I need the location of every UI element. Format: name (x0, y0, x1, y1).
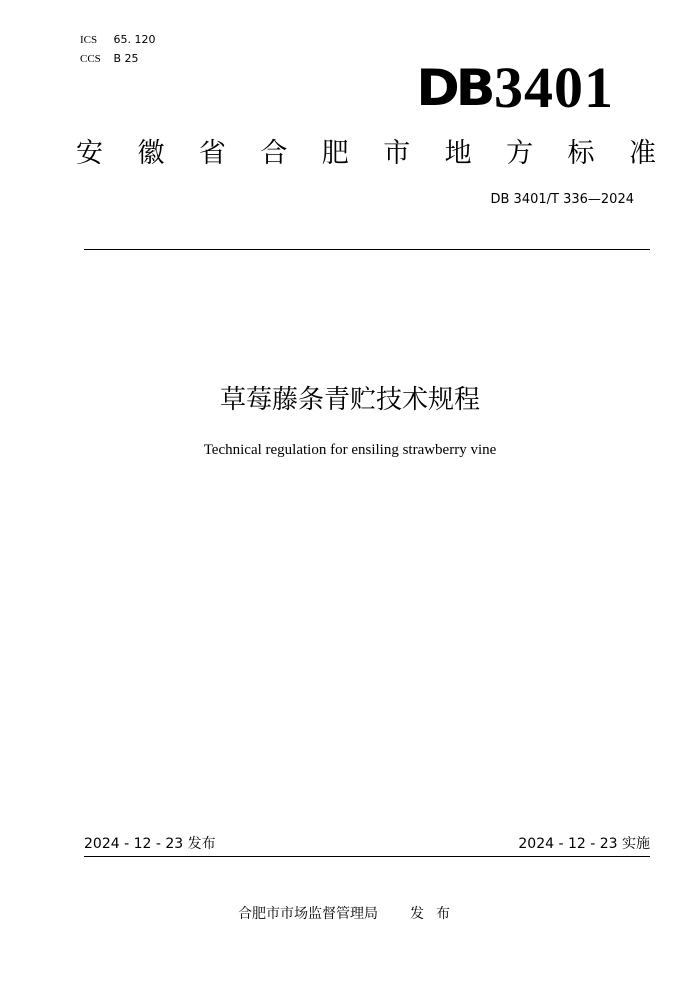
standard-level-char: 徽 (137, 138, 165, 169)
issuer-action: 发布 (410, 906, 462, 922)
top-divider (84, 249, 650, 250)
ics-classification (80, 33, 156, 47)
ics-label: ICS (80, 34, 98, 46)
standard-mark (416, 55, 614, 120)
standard-code: DB 3401/T 336—2024 (490, 192, 634, 207)
standard-level-char: 准 (628, 138, 656, 169)
standard-level-char: 合 (260, 138, 288, 169)
issuer-spacer (378, 903, 410, 925)
standard-level-char: 地 (444, 138, 472, 169)
ics-value: 65. 120 (113, 33, 156, 46)
standard-level-char: 市 (383, 138, 411, 169)
document-title-en: Technical regulation for ensiling strawberry vine (203, 442, 497, 458)
standard-level-char: 肥 (321, 138, 349, 169)
bottom-divider (84, 856, 650, 857)
ccs-classification (80, 52, 139, 66)
standard-level-char: 省 (198, 138, 226, 169)
document-title-zh: 草莓藤条青贮技术规程 (219, 385, 480, 415)
issue-date: 2024 - 12 - 23 发布 (84, 836, 216, 852)
standard-level-char: 安 (76, 138, 103, 169)
ccs-value: B 25 (113, 52, 139, 65)
standard-level-char: 方 (506, 138, 534, 169)
ccs-label: CCS (80, 53, 101, 65)
issuer-name: 合肥市市场监督管理局 (238, 906, 378, 922)
standard-mark-number: 3401 (494, 55, 614, 120)
standard-level-heading (76, 134, 656, 174)
implementation-date: 2024 - 12 - 23 实施 (518, 836, 650, 852)
standard-mark-prefix: DB (416, 59, 492, 117)
standard-level-char: 标 (567, 138, 595, 169)
issuer (0, 903, 700, 925)
